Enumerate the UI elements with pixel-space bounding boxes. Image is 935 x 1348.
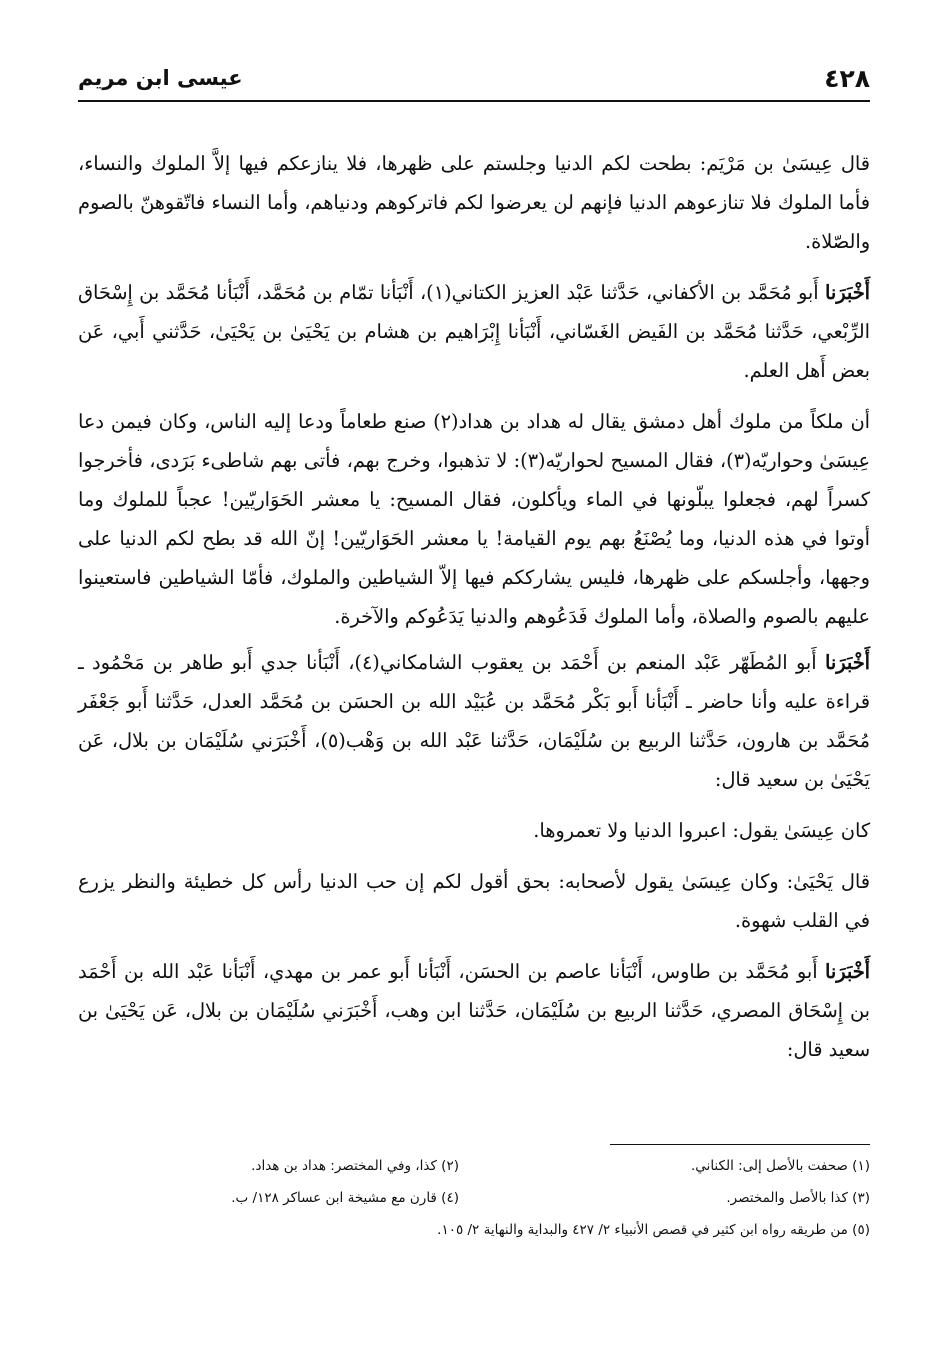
footnote-list (78, 1155, 870, 1241)
paragraph-text: قال يَحْيَىٰ: وكان عِيسَىٰ يقول لأصحابه: بحق أقول لكم إن حب الدنيا رأس كل خطيئة والنظر يزرع في القلب شهوة. (78, 870, 870, 932)
page-number: ٤٢٨ (824, 64, 870, 93)
paragraph-6 (78, 862, 870, 940)
paragraph-lead: أَخْبَرَنا (825, 281, 871, 304)
footnotes (78, 1144, 870, 1241)
footnote-1: (١) صحفت بالأصل إلى: الكناني. (691, 1158, 870, 1174)
page-header (78, 60, 870, 102)
paragraph-lead: أَخْبَرَنا (825, 651, 870, 674)
footnote-5: (٥) من طريقه رواه ابن كثير في قصص الأنبياء ٢/ ٤٢٧ والبداية والنهاية ٢/ ١٠٥. (437, 1222, 870, 1238)
paragraph-text: أَبو المُطَهّر عَبْد المنعم بن أَحْمَد بن يعقوب الشامكاني(٤)، أَنْبَأنا جدي أَبو طاهر بن مَحْمُود ـ قراءة عليه وأنا حاضر ـ أَنْبَأنا أَبو بَكْر مُحَمَّد بن عُبَيْد الله بن الحسَن بن مُحَمَّد العدل، حَدَّثنا أَبو جَعْفَر مُحَمَّد بن هارون، حَدَّثنا الربيع بن سُلَيْمَان، حَدَّثنا عَبْد الله بن وَهْب(٥)، أَخْبَرَني سُلَيْمَان بن بلال، عَن يَحْيَىٰ بن سعيد قال: (78, 651, 870, 791)
paragraph-1 (78, 144, 870, 261)
paragraph-text: أن ملكاً من ملوك أهل دمشق يقال له هداد بن هداد(٢) صنع طعاماً ودعا إليه الناس، وكان فيمن دعا عِيسَىٰ وحواريّه(٣)، فقال المسيح لحواريّه(٣): لا تذهبوا، وخرج بهم، فأتى بهم شاطىء بَرَدى، فأخرجوا كسراً لهم، فجعلوا يبلّونها في الماء ويأكلون، فقال المسيح: يا معشر الحَوَاريّين! عجباً للملوك وما أوتوا في هذه الدنيا، وما يُصْنَعُ بهم يوم القيامة! يا معشر الحَوَاريّين! إنّ الله قد بطح لكم الدنيا على وجهها، وأجلسكم على ظهرها، فليس يشارككم فيها إلاّ الشياطين والملوك، فأمّا الشياطين فاستعينوا عليهم بالصوم والصلاة، وأما الملوك فَدَعُوهم والدنيا يَدَعُوكم والآخرة. (78, 410, 871, 628)
running-title: عيسى ابن مريم (78, 66, 243, 90)
footnote-4: (٤) قارن مع مشيخة ابن عساكر ١٢٨/ ب. (231, 1190, 459, 1206)
paragraph-2 (78, 273, 870, 390)
body-text (78, 144, 870, 1069)
paragraph-4 (78, 643, 870, 799)
paragraph-5 (78, 811, 870, 850)
paragraph-lead: أَخْبَرَنا (825, 960, 870, 983)
footnote-3: (٣) كذا بالأصل والمختصر. (726, 1190, 870, 1206)
footnote-divider (610, 1144, 870, 1145)
paragraph-text: قال عِيسَىٰ بن مَرْيَم: بطحت لكم الدنيا وجلستم على ظهرها، فلا ينازعكم فيها إلاَّ الملوك والنساء، فأما الملوك فلا تنازعوهم الدنيا فإنهم لن يعرضوا لكم فاتركوهم ودنياهم، وأما النساء فاتّقوهنّ بالصوم والصّلاة. (78, 152, 870, 253)
paragraph-text: أَبو مُحَمَّد بن الأكفاني، حَدَّثنا عَبْد العزيز الكتاني(١)، أَنْبَأنا تمّام بن مُحَمَّد، أَنْبَأنا مُحَمَّد بن إِسْحَاق الرِّبْعي، حَدَّثنا مُحَمَّد بن الفَيض الغَسّاني، أَنْبَأنا إِبْرَاهيم بن هشام بن يَحْيَىٰ بن يَحْيَىٰ، حَدَّثني أَبي، عَن بعض أَهل العلم. (78, 281, 870, 382)
paragraph-3 (78, 402, 870, 636)
paragraph-text: كان عِيسَىٰ يقول: اعبروا الدنيا ولا تعمروها. (533, 819, 870, 842)
paragraph-text: أَبو مُحَمَّد بن طاوس، أَنْبَأنا عاصم بن الحسَن، أَنْبَأنا أَبو عمر بن مهدي، أَنْبَأنا عَبْد الله بن أَحْمَد بن إِسْحَاق المصري، حَدَّثنا الربيع بن سُلَيْمَان، حَدَّثنا ابن وهب، أَخْبَرَني سُلَيْمَان بن بلال، عَن يَحْيَىٰ بن سعيد قال: (78, 960, 870, 1061)
paragraph-7 (78, 952, 870, 1069)
book-page (78, 60, 870, 1330)
footnote-2: (٢) كذا، وفي المختصر: هداد بن هداد. (251, 1158, 459, 1174)
